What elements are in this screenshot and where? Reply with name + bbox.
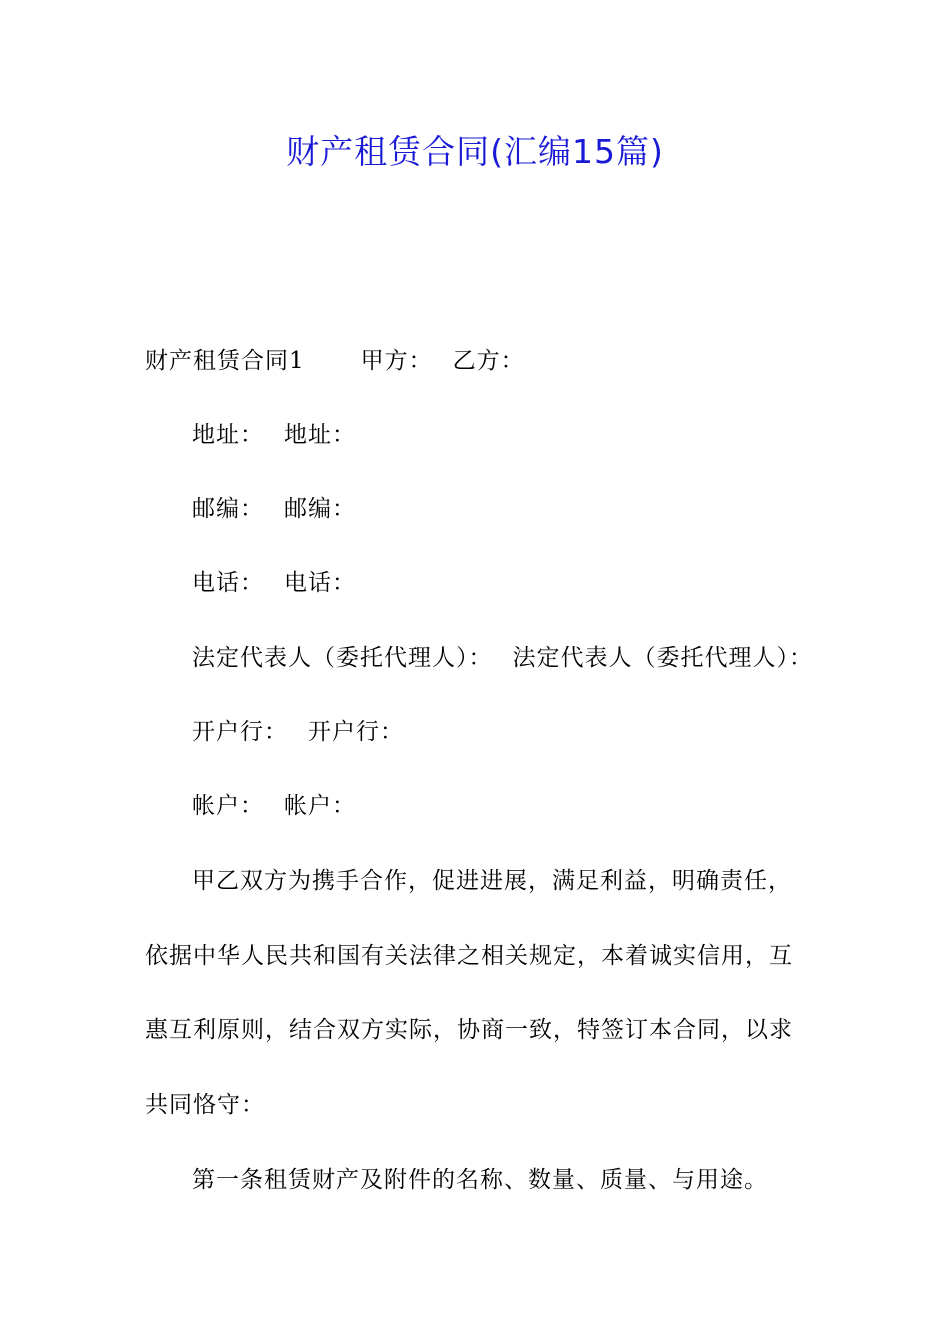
zip-b: 邮编： [284, 496, 356, 522]
paragraph-line: 依据中华人民共和国有关法律之相关规定，本着诚实信用，互 [145, 943, 793, 969]
representative-b: 法定代表人（委托代理人）： [512, 645, 813, 671]
zip-line [192, 494, 356, 524]
zip-a: 邮编： [192, 496, 264, 522]
account-a: 帐户： [192, 793, 264, 819]
phone-line [192, 568, 356, 598]
contract-name: 财产租赁合同1 [145, 348, 305, 374]
phone-b: 电话： [284, 570, 356, 596]
account-line [192, 791, 356, 821]
address-line [192, 420, 356, 450]
party-a-label: 甲方： [360, 348, 433, 374]
article-1-heading: 第一条租赁财产及附件的名称、数量、质量、与用途。 [192, 1167, 768, 1193]
account-b: 帐户： [284, 793, 356, 819]
header-line [145, 346, 525, 376]
representative-a: 法定代表人（委托代理人）： [192, 645, 493, 671]
bank-a: 开户行： [192, 719, 288, 745]
paragraph-line: 共同恪守： [145, 1092, 265, 1118]
bank-line [192, 717, 404, 747]
paragraph-line: 甲乙双方为携手合作，促进进展，满足利益，明确责任， [192, 868, 792, 894]
phone-a: 电话： [192, 570, 264, 596]
party-b-label: 乙方： [452, 348, 525, 374]
address-b: 地址： [284, 422, 356, 448]
paragraph-line: 惠互利原则，结合双方实际，协商一致，特签订本合同，以求 [145, 1017, 793, 1043]
representative-line [192, 643, 813, 673]
address-a: 地址： [192, 422, 264, 448]
bank-b: 开户行： [308, 719, 404, 745]
document-title: 财产租赁合同(汇编15篇) [286, 132, 664, 171]
